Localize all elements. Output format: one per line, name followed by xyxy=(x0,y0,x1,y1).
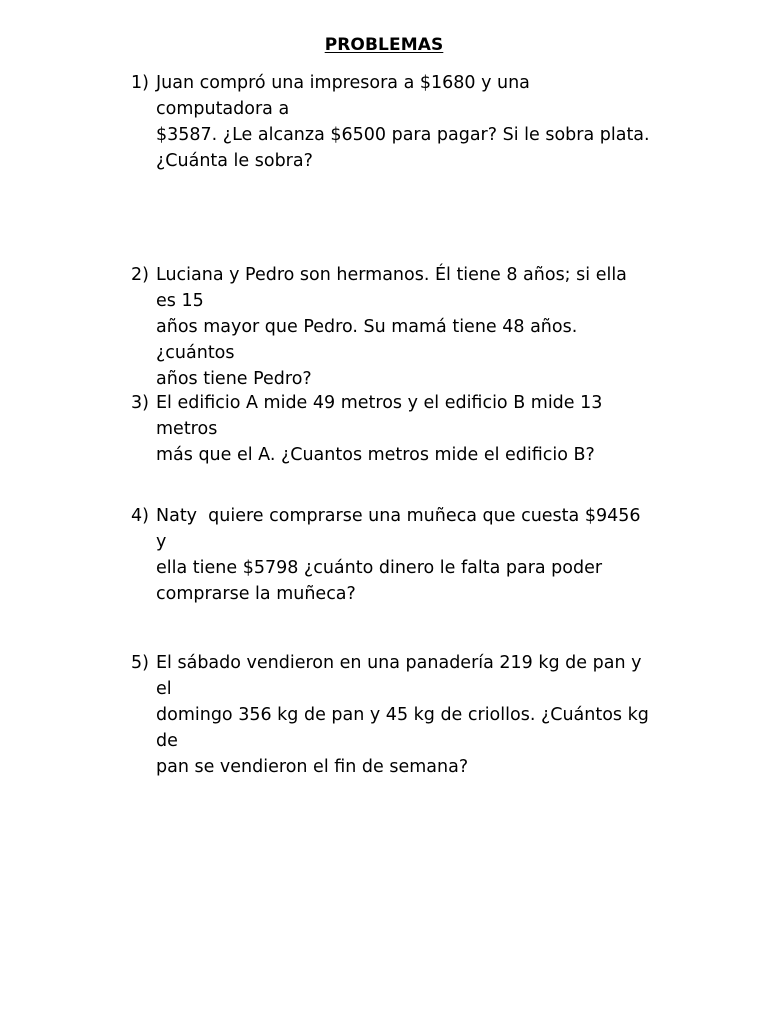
problem-text: El sábado vendieron en una panadería 219 kg de pan y el domingo 356 kg de pan y 45 kg de criollos. ¿Cuántos kg de pan se vendieron el fin de semana? xyxy=(156,653,649,777)
problem-text: El edificio A mide 49 metros y el edificio B mide 13 metros más que el A. ¿Cuantos metros mide el edificio B? xyxy=(156,393,603,465)
problem-text: Naty quiere comprarse una muñeca que cuesta $9456 y ella tiene $5798 ¿cuánto dinero le falta para poder comprarse la muñeca? xyxy=(156,506,641,604)
problem-number: 1) xyxy=(131,73,149,93)
problem-number: 2) xyxy=(131,265,149,285)
problem-number: 5) xyxy=(131,653,149,673)
problem-item xyxy=(131,503,651,607)
page-title: PROBLEMAS xyxy=(324,35,444,55)
problem-number: 3) xyxy=(131,393,149,413)
problem-item xyxy=(131,390,651,468)
problem-text: Juan compró una impresora a $1680 y una computadora a $3587. ¿Le alcanza $6500 para pagar? Si le sobra plata. ¿Cuánta le sobra? xyxy=(156,73,650,171)
problem-number: 4) xyxy=(131,506,149,526)
problem-text: Luciana y Pedro son hermanos. Él tiene 8 años; si ella es 15 años mayor que Pedro. Su mamá tiene 48 años. ¿cuántos años tiene Pedro? xyxy=(156,265,627,389)
problem-item xyxy=(131,70,651,174)
problem-item xyxy=(131,262,651,392)
problem-item xyxy=(131,650,651,780)
